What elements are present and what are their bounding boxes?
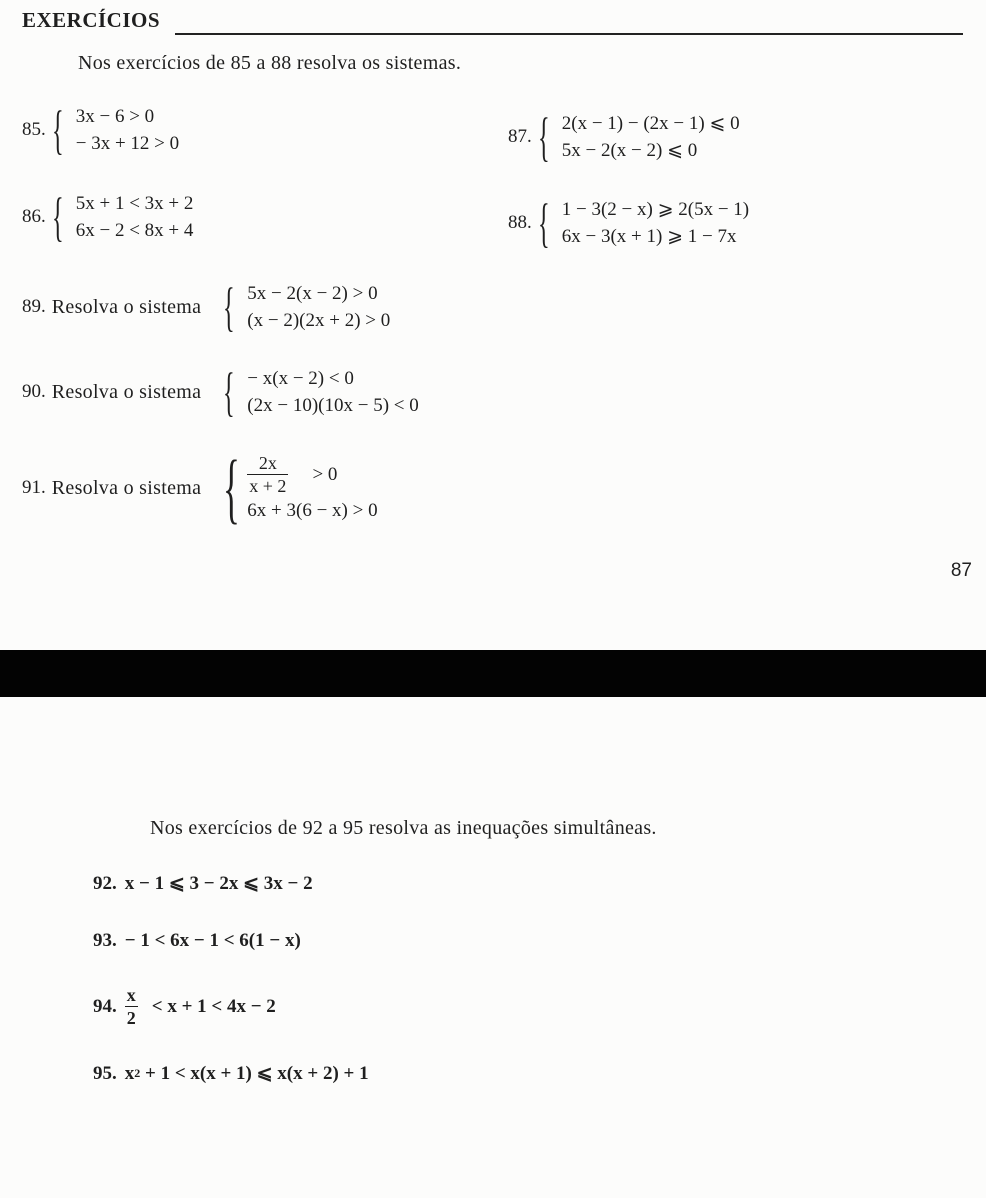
exercise-number: 94. — [93, 995, 117, 1017]
exercise-number: 95. — [93, 1062, 117, 1084]
equation-base: x — [124, 1062, 135, 1084]
equation-line: 6x − 3(x + 1) ⩾ 1 − 7x — [561, 226, 737, 247]
equation-line: 3x − 6 > 0 — [75, 106, 155, 127]
exercise-number: 87. — [508, 126, 532, 147]
equation-line: (2x − 10)(10x − 5) < 0 — [247, 395, 419, 416]
exercise-95 — [93, 1062, 369, 1085]
section-heading: EXERCÍCIOS — [22, 8, 161, 32]
equation-line: 1 − 3(2 − x) ⩾ 2(5x − 1) — [561, 199, 750, 220]
exercise-86 — [22, 187, 194, 247]
exponent: 2 — [134, 1066, 141, 1080]
fraction — [247, 452, 288, 497]
brace-icon: { — [223, 277, 235, 337]
exercise-number: 85. — [22, 119, 46, 140]
equation-line: − 1 < 6x − 1 < 6(1 − x) — [124, 930, 301, 951]
equation-line: 5x − 2(x − 2) > 0 — [247, 283, 378, 304]
exercise-number: 91. — [22, 477, 46, 498]
fraction — [125, 984, 138, 1029]
exercise-number: 89. — [22, 296, 46, 317]
exercise-number: 86. — [22, 206, 46, 227]
exercise-94 — [93, 984, 276, 1029]
exercise-label: Resolva o sistema — [51, 476, 202, 499]
brace-icon: { — [537, 193, 550, 253]
exercise-88 — [508, 193, 750, 253]
exercise-91 — [22, 444, 378, 531]
equation-line: 5x − 2(x − 2) ⩽ 0 — [561, 140, 698, 161]
equation-line: 6x + 3(6 − x) > 0 — [247, 500, 378, 521]
equation-line: − 3x + 12 > 0 — [75, 133, 180, 154]
exercise-90 — [22, 362, 419, 422]
equation-line: < x + 1 < 4x − 2 — [151, 995, 276, 1017]
fraction-denominator: x + 2 — [249, 476, 287, 496]
page-number: 87 — [950, 560, 972, 581]
equation-line: 2(x − 1) − (2x − 1) ⩽ 0 — [561, 113, 740, 134]
equation-line: 5x + 1 < 3x + 2 — [75, 193, 194, 214]
brace-icon: { — [537, 107, 550, 167]
exercise-89 — [22, 277, 391, 337]
fraction-numerator: x — [126, 985, 136, 1005]
equation-line: + 1 < x(x + 1) ⩽ x(x + 2) + 1 — [140, 1063, 369, 1084]
heading-rule — [175, 33, 963, 35]
brace-icon: { — [223, 362, 235, 422]
brace-icon: { — [51, 187, 64, 247]
exercise-number: 90. — [22, 381, 46, 402]
exercise-number: 88. — [508, 212, 532, 233]
page-bottom — [0, 697, 986, 1198]
fraction-numerator: 2x — [258, 453, 277, 473]
equation-line: x − 1 ⩽ 3 − 2x ⩽ 3x − 2 — [124, 873, 313, 894]
equation-rest: > 0 — [312, 464, 338, 485]
exercise-label: Resolva o sistema — [51, 295, 202, 318]
exercise-92 — [93, 872, 313, 895]
exercise-label: Resolva o sistema — [51, 380, 202, 403]
intro-text: Nos exercícios de 92 a 95 resolva as inequações simultâneas. — [150, 817, 657, 839]
exercise-93 — [93, 930, 301, 952]
equation-line: (x − 2)(2x + 2) > 0 — [247, 310, 391, 331]
exercise-number: 93. — [93, 930, 117, 951]
brace-icon: { — [223, 444, 241, 531]
fraction-denominator: 2 — [126, 1008, 136, 1028]
exercise-number: 92. — [93, 872, 117, 894]
page-separator — [0, 650, 986, 697]
exercise-85 — [22, 100, 180, 160]
intro-text: Nos exercícios de 85 a 88 resolva os sistemas. — [78, 52, 462, 74]
equation-line: 6x − 2 < 8x + 4 — [75, 220, 194, 241]
brace-icon: { — [51, 100, 64, 160]
exercise-87 — [508, 107, 740, 167]
equation-line — [247, 452, 377, 497]
equation-line: − x(x − 2) < 0 — [247, 368, 354, 389]
